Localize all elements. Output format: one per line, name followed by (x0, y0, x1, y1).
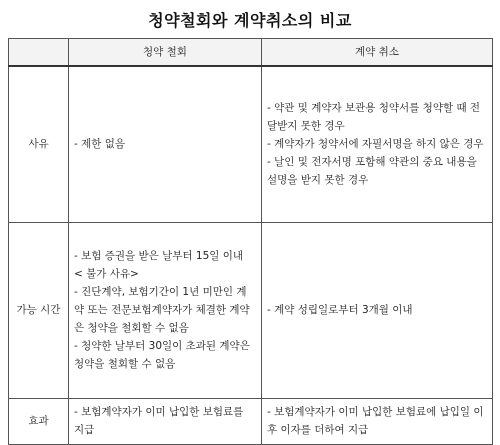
cell-line: - 날인 및 전자서명 포함해 약관의 중요 내용을 설명을 받지 못한 경우 (267, 156, 477, 187)
cell-line: - 계약 성립일로부터 3개월 이내 (267, 304, 413, 316)
cell-time-cancellation (262, 222, 493, 398)
cell-line: - 보험 증권을 받은 날부터 15일 이내 (74, 250, 244, 262)
cell-line: - 보험계약자가 이미 납입한 보험료에 납입일 이후 이자를 더하여 지급 (267, 406, 484, 436)
table-row-available-time (9, 222, 493, 398)
row-label-available-time: 가능 시간 (9, 222, 69, 398)
cell-line: - 계약자가 청약서에 자필서명을 하지 않은 경우 (267, 138, 484, 151)
cell-line: - 진단계약, 보험기간이 1년 미만인 계약 또는 전문보험계약자가 체결한 계약은 청약을 철회할 수 없음 (74, 286, 250, 334)
cell-reason-withdrawal (69, 66, 262, 222)
table-header-row (9, 39, 493, 67)
row-label-effect: 효과 (9, 398, 69, 444)
header-cancellation: 계약 취소 (262, 39, 493, 67)
comparison-table (8, 38, 493, 445)
cell-line: - 약관 및 계약자 보관용 청약서를 청약할 때 전달받지 못한 경우 (267, 102, 481, 133)
cell-line: - 보험계약자가 이미 납입한 보험료를 지급 (74, 406, 244, 436)
header-corner-cell (9, 39, 69, 67)
cell-time-withdrawal (69, 222, 262, 398)
table-row-effect (9, 398, 493, 444)
cell-line: < 불가 사유> (74, 268, 139, 280)
cell-reason-cancellation (262, 66, 493, 222)
cell-line: - 청약한 날부터 30일이 초과된 계약은 청약을 철회할 수 없음 (74, 340, 250, 370)
row-label-reason: 사유 (9, 66, 69, 222)
table-row-reason (9, 66, 493, 222)
document-title: 청약철회와 계약취소의 비교 (148, 11, 352, 30)
header-withdrawal: 청약 철회 (69, 39, 262, 67)
cell-effect-withdrawal (69, 398, 262, 444)
cell-line: - 제한 없음 (74, 138, 126, 151)
cell-effect-cancellation (262, 398, 493, 444)
